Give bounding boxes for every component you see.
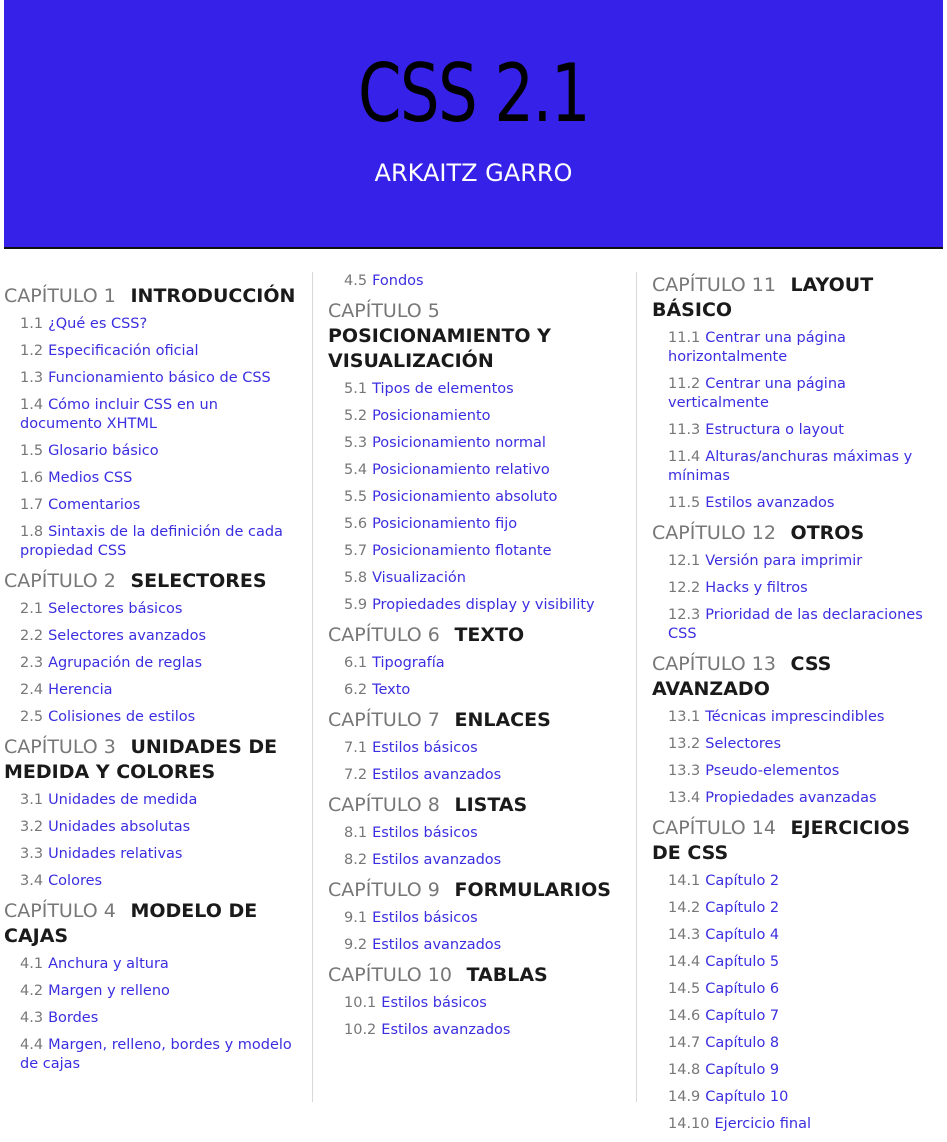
section-link[interactable]: Selectores básicos <box>48 601 183 617</box>
section-link[interactable]: Cómo incluir CSS en un documento XHTML <box>20 397 218 432</box>
section-number: 14.8 <box>668 1062 701 1078</box>
chapter-heading <box>652 521 944 546</box>
chapter-section <box>652 816 944 1134</box>
toc-entry <box>344 1021 628 1040</box>
section-list <box>328 824 628 870</box>
toc-entry <box>344 851 628 870</box>
chapter-number: CAPÍTULO 14 <box>652 817 776 839</box>
chapter-number: CAPÍTULO 12 <box>652 522 776 544</box>
chapter-number: CAPÍTULO 4 <box>4 900 116 922</box>
section-number: 14.4 <box>668 954 701 970</box>
toc-entry <box>20 708 304 727</box>
section-number: 13.3 <box>668 763 701 779</box>
section-number: 5.8 <box>344 570 368 586</box>
chapter-title: TEXTO <box>454 624 525 646</box>
chapter-heading <box>652 816 944 866</box>
section-list <box>652 552 944 644</box>
chapter-heading <box>328 878 628 903</box>
toc-column-3 <box>652 273 944 1142</box>
toc-entry <box>20 315 304 334</box>
toc-entry <box>344 380 628 399</box>
toc-entry <box>668 899 944 918</box>
section-link[interactable]: Tipografía <box>372 655 445 671</box>
section-link[interactable]: Capítulo 2 <box>705 900 780 916</box>
chapter-title: POSICIONAMIENTO Y VISUALIZACIÓN <box>328 325 551 372</box>
section-number: 1.8 <box>20 524 44 540</box>
toc-entry <box>344 569 628 588</box>
section-list <box>4 600 304 727</box>
chapter-section <box>652 652 944 808</box>
toc-entry <box>668 762 944 781</box>
section-number: 1.1 <box>20 316 44 332</box>
section-number: 12.1 <box>668 553 701 569</box>
section-number: 5.7 <box>344 543 368 559</box>
section-number: 11.4 <box>668 449 701 465</box>
section-number: 1.4 <box>20 397 44 413</box>
toc-entry <box>344 407 628 426</box>
section-link[interactable]: Técnicas imprescindibles <box>705 709 885 725</box>
chapter-number: CAPÍTULO 13 <box>652 653 776 675</box>
chapter-heading <box>652 652 944 702</box>
toc-entry <box>668 872 944 891</box>
toc-entry <box>20 342 304 361</box>
chapter-number: CAPÍTULO 1 <box>4 285 116 307</box>
toc-entry <box>20 818 304 837</box>
section-link[interactable]: Estilos básicos <box>381 995 487 1011</box>
chapter-title: FORMULARIOS <box>454 879 611 901</box>
section-number: 11.2 <box>668 376 701 392</box>
column-divider <box>636 272 637 1102</box>
chapter-number: CAPÍTULO 5 <box>328 300 440 322</box>
section-link[interactable]: Estilos básicos <box>372 825 478 841</box>
toc-entry <box>20 469 304 488</box>
chapter-heading <box>4 569 304 594</box>
section-link[interactable]: Propiedades display y visibility <box>372 597 595 613</box>
toc-entry <box>668 552 944 571</box>
section-number: 2.2 <box>20 628 44 644</box>
toc-entry <box>20 955 304 974</box>
section-link[interactable]: Ejercicio final <box>714 1116 811 1132</box>
section-link[interactable]: Capítulo 7 <box>705 1008 780 1024</box>
chapter-title: MODELO DE CAJAS <box>4 900 258 947</box>
section-link[interactable]: Hacks y filtros <box>705 580 808 596</box>
section-number: 2.5 <box>20 709 44 725</box>
chapter-number: CAPÍTULO 8 <box>328 794 440 816</box>
toc-entry <box>668 448 944 486</box>
section-link[interactable]: Selectores avanzados <box>48 628 207 644</box>
section-number: 1.7 <box>20 497 44 513</box>
section-link[interactable]: Funcionamiento básico de CSS <box>48 370 271 386</box>
chapter-number: CAPÍTULO 11 <box>652 274 776 296</box>
section-link[interactable]: Pseudo-elementos <box>705 763 840 779</box>
chapter-number: CAPÍTULO 3 <box>4 736 116 758</box>
toc-entry <box>668 953 944 972</box>
section-link[interactable]: Sintaxis de la definición de cada propiedad CSS <box>20 524 283 559</box>
section-link[interactable]: Medios CSS <box>48 470 133 486</box>
toc-entry <box>668 926 944 945</box>
toc-entry <box>20 627 304 646</box>
section-list <box>328 380 628 615</box>
section-number: 3.1 <box>20 792 44 808</box>
section-number: 5.9 <box>344 597 368 613</box>
section-link[interactable]: Centrar una página horizontalmente <box>668 330 846 365</box>
section-number: 4.4 <box>20 1037 44 1053</box>
section-number: 6.1 <box>344 655 368 671</box>
section-number: 11.5 <box>668 495 701 511</box>
toc-entry <box>20 369 304 388</box>
section-link[interactable]: Posicionamiento <box>372 408 491 424</box>
section-number: 4.3 <box>20 1010 44 1026</box>
section-list <box>652 329 944 513</box>
toc-entry <box>344 681 628 700</box>
section-link[interactable]: Capítulo 6 <box>705 981 780 997</box>
section-number: 4.1 <box>20 956 44 972</box>
section-number: 14.7 <box>668 1035 701 1051</box>
toc-entry <box>20 654 304 673</box>
section-link[interactable]: Visualización <box>372 570 466 586</box>
section-number: 11.1 <box>668 330 701 346</box>
section-link[interactable]: Posicionamiento fijo <box>372 516 518 532</box>
chapter-heading <box>4 899 304 949</box>
section-number: 13.2 <box>668 736 701 752</box>
chapter-heading <box>328 299 628 374</box>
section-link[interactable]: Herencia <box>48 682 113 698</box>
section-link[interactable]: Colores <box>48 873 103 889</box>
section-list <box>4 315 304 561</box>
section-number: 2.4 <box>20 682 44 698</box>
toc-entry <box>20 1036 304 1074</box>
chapter-title: EJERCICIOS DE CSS <box>652 817 911 864</box>
section-number: 5.4 <box>344 462 368 478</box>
toc-column-2 <box>328 272 628 1048</box>
toc-entry <box>344 488 628 507</box>
toc-entry <box>344 596 628 615</box>
section-link[interactable]: Estilos avanzados <box>381 1022 511 1038</box>
section-number: 4.2 <box>20 983 44 999</box>
section-link[interactable]: Capítulo 4 <box>705 927 780 943</box>
chapter-section <box>328 299 628 615</box>
toc-entry <box>668 1088 944 1107</box>
chapter-title: LAYOUT BÁSICO <box>652 274 874 321</box>
section-number: 1.3 <box>20 370 44 386</box>
toc-entry <box>344 766 628 785</box>
toc-entry <box>344 542 628 561</box>
section-number: 14.10 <box>668 1116 710 1132</box>
section-number: 8.1 <box>344 825 368 841</box>
toc-entry <box>20 496 304 515</box>
section-list <box>652 872 944 1134</box>
toc-entry <box>344 515 628 534</box>
section-link[interactable]: Posicionamiento absoluto <box>372 489 558 505</box>
section-number: 9.1 <box>344 910 368 926</box>
section-number: 5.5 <box>344 489 368 505</box>
section-link[interactable]: Estilos avanzados <box>705 495 835 511</box>
toc-entry <box>668 789 944 808</box>
section-number: 5.6 <box>344 516 368 532</box>
toc-entry <box>20 600 304 619</box>
toc-entry <box>668 606 944 644</box>
section-list <box>652 708 944 808</box>
chapter-number: CAPÍTULO 2 <box>4 570 116 592</box>
section-number: 1.6 <box>20 470 44 486</box>
section-link[interactable]: Prioridad de las declaraciones CSS <box>668 607 923 642</box>
section-link[interactable]: Selectores <box>705 736 782 752</box>
chapter-heading <box>328 708 628 733</box>
toc-entry <box>344 272 628 291</box>
toc-entry <box>344 994 628 1013</box>
chapter-heading <box>4 284 304 309</box>
section-number: 14.1 <box>668 873 701 889</box>
section-link[interactable]: Margen y relleno <box>48 983 170 999</box>
section-number: 7.2 <box>344 767 368 783</box>
toc-entry <box>20 396 304 434</box>
chapter-number: CAPÍTULO 6 <box>328 624 440 646</box>
section-link[interactable]: Capítulo 8 <box>705 1035 780 1051</box>
toc-entry <box>20 523 304 561</box>
title-banner <box>4 0 943 249</box>
section-number: 10.2 <box>344 1022 377 1038</box>
toc-entry <box>668 421 944 440</box>
section-link[interactable]: Capítulo 5 <box>705 954 780 970</box>
section-link[interactable]: Bordes <box>48 1010 99 1026</box>
section-link[interactable]: Estilos avanzados <box>372 767 502 783</box>
chapter-heading <box>652 273 944 323</box>
section-number: 12.3 <box>668 607 701 623</box>
book-author: ARKAITZ GARRO <box>374 159 573 187</box>
chapter-section <box>652 273 944 513</box>
section-link[interactable]: Anchura y altura <box>48 956 169 972</box>
section-number: 7.1 <box>344 740 368 756</box>
chapter-section <box>328 793 628 870</box>
chapter-heading <box>328 623 628 648</box>
toc-entry <box>20 845 304 864</box>
toc-entry <box>344 654 628 673</box>
chapter-title: LISTAS <box>454 794 528 816</box>
section-link[interactable]: Posicionamiento relativo <box>372 462 550 478</box>
section-link[interactable]: Fondos <box>372 273 424 289</box>
section-link[interactable]: Centrar una página verticalmente <box>668 376 846 411</box>
chapter-section <box>328 623 628 700</box>
section-number: 2.3 <box>20 655 44 671</box>
section-number: 14.9 <box>668 1089 701 1105</box>
toc-entry <box>344 909 628 928</box>
toc-entry <box>668 735 944 754</box>
section-list <box>328 909 628 955</box>
section-list <box>4 791 304 891</box>
column-divider <box>312 272 313 1102</box>
toc-column-1 <box>4 284 304 1082</box>
section-number: 13.1 <box>668 709 701 725</box>
toc-entry <box>344 739 628 758</box>
chapter-number: CAPÍTULO 9 <box>328 879 440 901</box>
section-number: 4.5 <box>344 273 368 289</box>
section-number: 14.5 <box>668 981 701 997</box>
section-link[interactable]: Texto <box>372 682 411 698</box>
section-list <box>328 654 628 700</box>
section-link[interactable]: Estilos avanzados <box>372 852 502 868</box>
chapter-title: ENLACES <box>454 709 551 731</box>
section-link[interactable]: Especificación oficial <box>48 343 199 359</box>
toc-entry <box>668 708 944 727</box>
toc-entry <box>668 1061 944 1080</box>
chapter-number: CAPÍTULO 10 <box>328 964 452 986</box>
section-number: 5.2 <box>344 408 368 424</box>
chapter-section <box>4 284 304 561</box>
toc-entry <box>668 1115 944 1134</box>
section-link[interactable]: Unidades relativas <box>48 846 183 862</box>
section-list <box>328 994 628 1040</box>
section-number: 1.2 <box>20 343 44 359</box>
chapter-heading <box>328 963 628 988</box>
chapter-section <box>652 521 944 644</box>
toc-entry <box>20 1009 304 1028</box>
section-number: 13.4 <box>668 790 701 806</box>
section-number: 14.3 <box>668 927 701 943</box>
toc-entry <box>344 824 628 843</box>
section-link[interactable]: Unidades de medida <box>48 792 198 808</box>
section-link[interactable]: Agrupación de reglas <box>48 655 203 671</box>
toc-entry <box>344 461 628 480</box>
section-number: 14.6 <box>668 1008 701 1024</box>
section-number: 10.1 <box>344 995 377 1011</box>
chapter-section <box>328 708 628 785</box>
section-link[interactable]: Capítulo 2 <box>705 873 780 889</box>
section-number: 3.4 <box>20 873 44 889</box>
section-link[interactable]: Capítulo 9 <box>705 1062 780 1078</box>
section-link[interactable]: Comentarios <box>48 497 141 513</box>
chapter-heading <box>328 793 628 818</box>
section-link[interactable]: Propiedades avanzadas <box>705 790 877 806</box>
section-number: 3.3 <box>20 846 44 862</box>
section-link[interactable]: Estilos avanzados <box>372 937 502 953</box>
chapter-number: CAPÍTULO 7 <box>328 709 440 731</box>
chapter-section <box>328 272 628 291</box>
section-link[interactable]: Posicionamiento flotante <box>372 543 552 559</box>
section-number: 2.1 <box>20 601 44 617</box>
toc-entry <box>668 980 944 999</box>
toc-entry <box>20 872 304 891</box>
section-link[interactable]: ¿Qué es CSS? <box>48 316 148 332</box>
section-link[interactable]: Estructura o layout <box>705 422 844 438</box>
section-link[interactable]: Glosario básico <box>48 443 159 459</box>
section-number: 3.2 <box>20 819 44 835</box>
toc-entry <box>668 375 944 413</box>
chapter-title: SELECTORES <box>130 570 267 592</box>
book-title: CSS 2.1 <box>358 47 589 140</box>
chapter-section <box>4 899 304 1074</box>
toc-entry <box>344 936 628 955</box>
toc-entry <box>668 1007 944 1026</box>
chapter-section <box>4 569 304 727</box>
section-link[interactable]: Posicionamiento normal <box>372 435 546 451</box>
section-list <box>328 739 628 785</box>
section-number: 9.2 <box>344 937 368 953</box>
chapter-section <box>328 878 628 955</box>
section-link[interactable]: Colisiones de estilos <box>48 709 196 725</box>
section-link[interactable]: Tipos de elementos <box>372 381 514 397</box>
toc-entry <box>668 494 944 513</box>
section-number: 5.1 <box>344 381 368 397</box>
section-link[interactable]: Margen, relleno, bordes y modelo de cajas <box>20 1037 292 1072</box>
section-link[interactable]: Alturas/anchuras máximas y mínimas <box>668 449 913 484</box>
chapter-heading <box>4 735 304 785</box>
chapter-section <box>4 735 304 891</box>
toc-entry <box>20 791 304 810</box>
section-link[interactable]: Versión para imprimir <box>705 553 863 569</box>
section-link[interactable]: Unidades absolutas <box>48 819 191 835</box>
section-link[interactable]: Estilos básicos <box>372 740 478 756</box>
section-number: 6.2 <box>344 682 368 698</box>
toc-entry <box>20 681 304 700</box>
toc-entry <box>20 982 304 1001</box>
toc-entry <box>20 442 304 461</box>
toc-entry <box>344 434 628 453</box>
section-number: 5.3 <box>344 435 368 451</box>
section-link[interactable]: Estilos básicos <box>372 910 478 926</box>
chapter-section <box>328 963 628 1040</box>
section-number: 1.5 <box>20 443 44 459</box>
chapter-title: CSS AVANZADO <box>652 653 832 700</box>
toc-entry <box>668 329 944 367</box>
toc-entry <box>668 1034 944 1053</box>
section-number: 11.3 <box>668 422 701 438</box>
chapter-title: TABLAS <box>466 964 548 986</box>
section-number: 12.2 <box>668 580 701 596</box>
section-number: 14.2 <box>668 900 701 916</box>
chapter-title: OTROS <box>790 522 865 544</box>
section-number: 8.2 <box>344 852 368 868</box>
section-link[interactable]: Capítulo 10 <box>705 1089 789 1105</box>
section-list <box>4 955 304 1074</box>
toc-entry <box>668 579 944 598</box>
chapter-title: INTRODUCCIÓN <box>130 285 296 307</box>
section-list <box>328 272 628 291</box>
chapter-title: UNIDADES DE MEDIDA Y COLORES <box>4 736 278 783</box>
